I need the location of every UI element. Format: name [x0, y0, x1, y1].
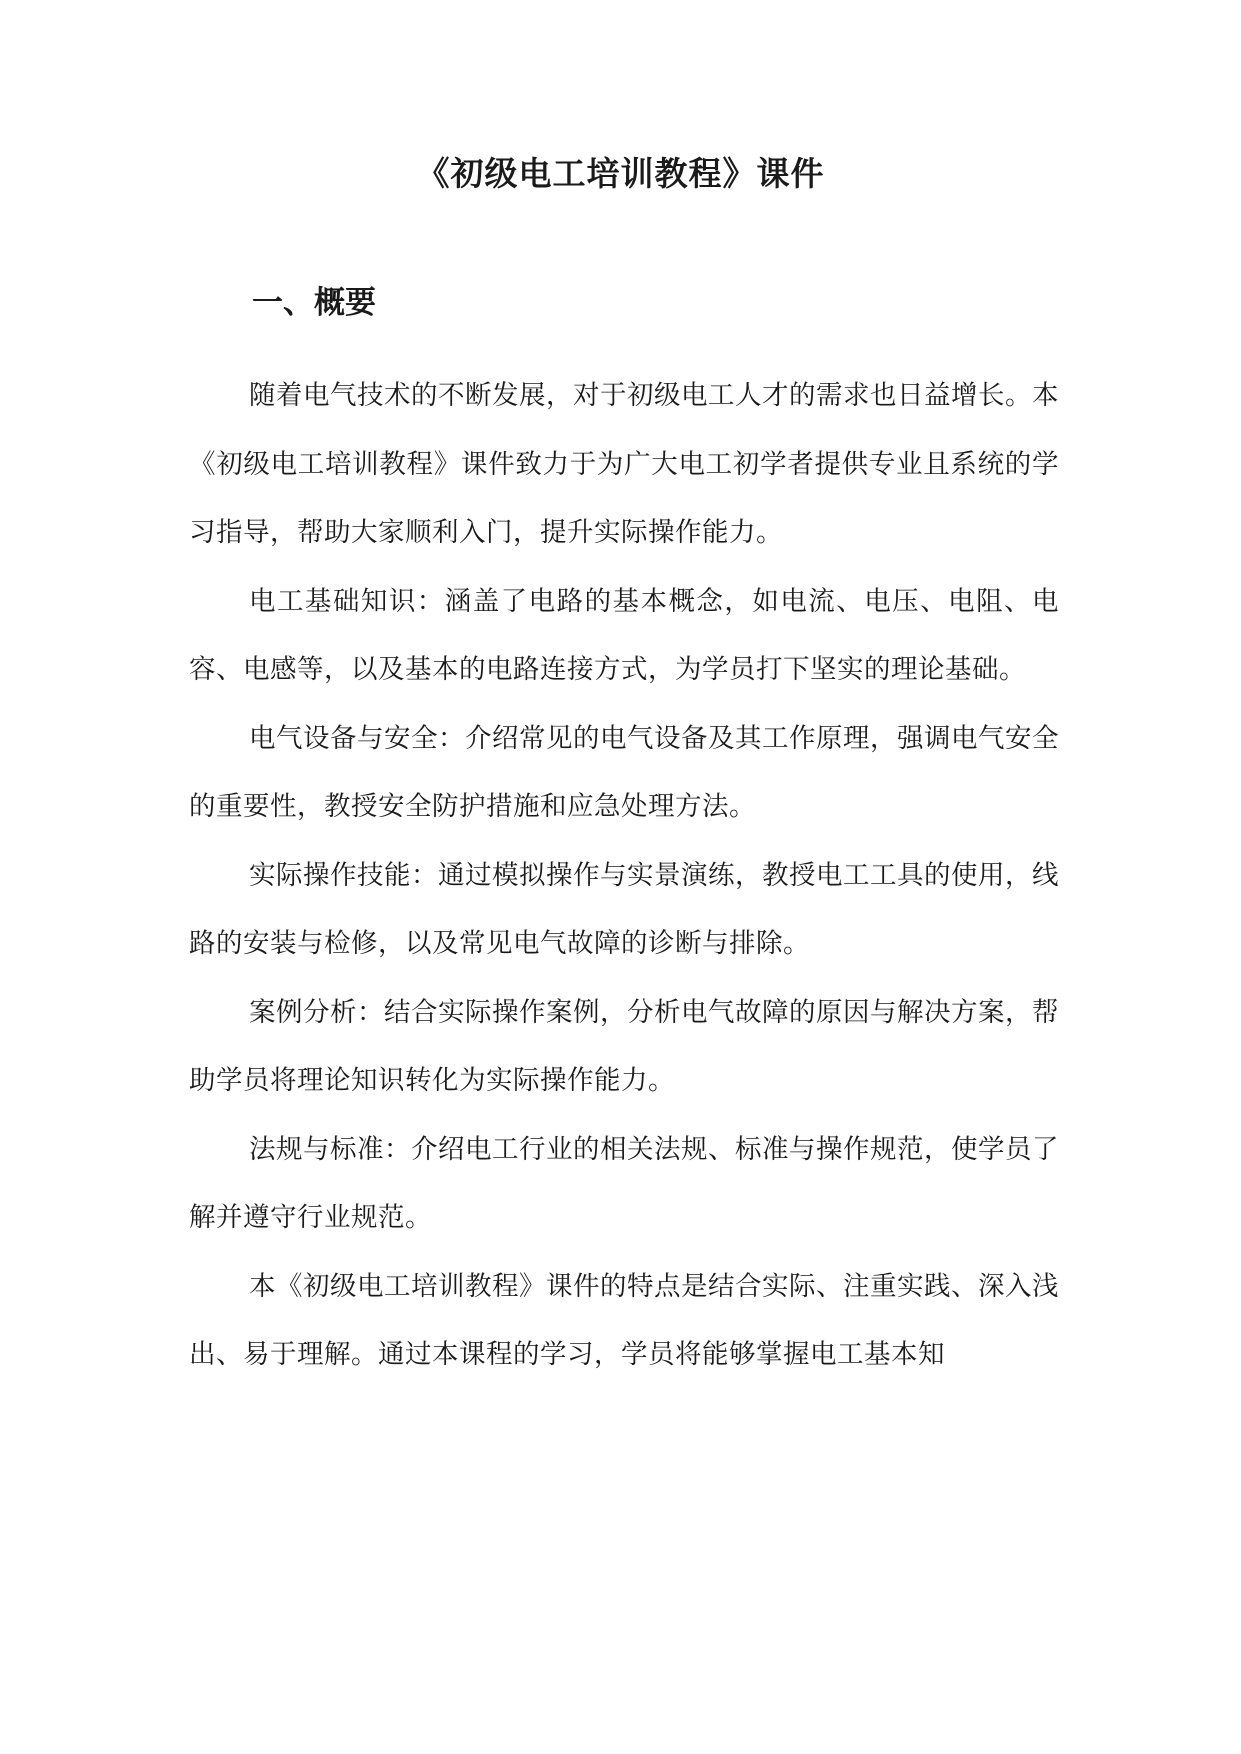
section-heading: 一、概要: [252, 285, 376, 321]
paragraph-features: 本《初级电工培训教程》课件的特点是结合实际、注重实践、深入浅出、易于理解。通过本课程的学习，学员将能够掌握电工基本知: [189, 1270, 1059, 1370]
document-body: [189, 362, 1059, 1390]
paragraph-equipment-safety: 电气设备与安全：介绍常见的电气设备及其工作原理，强调电气安全的重要性，教授安全防护措施和应急处理方法。: [189, 722, 1059, 822]
paragraph-case-analysis: 案例分析：结合实际操作案例，分析电气故障的原因与解决方案，帮助学员将理论知识转化为实际操作能力。: [189, 996, 1059, 1096]
document-title: 《初级电工培训教程》课件: [416, 154, 825, 193]
paragraph-intro: 随着电气技术的不断发展，对于初级电工人才的需求也日益增长。本《初级电工培训教程》课件致力于为广大电工初学者提供专业且系统的学习指导，帮助大家顺利入门，提升实际操作能力。: [189, 380, 1059, 548]
paragraph-regulations: 法规与标准：介绍电工行业的相关法规、标准与操作规范，使学员了解并遵守行业规范。: [189, 1133, 1059, 1233]
paragraph-practical-skills: 实际操作技能：通过模拟操作与实景演练，教授电工工具的使用，线路的安装与检修，以及常见电气故障的诊断与排除。: [189, 859, 1059, 959]
paragraph-electrical-basics: 电工基础知识：涵盖了电路的基本概念，如电流、电压、电阻、电容、电感等，以及基本的电路连接方式，为学员打下坚实的理论基础。: [189, 585, 1059, 685]
